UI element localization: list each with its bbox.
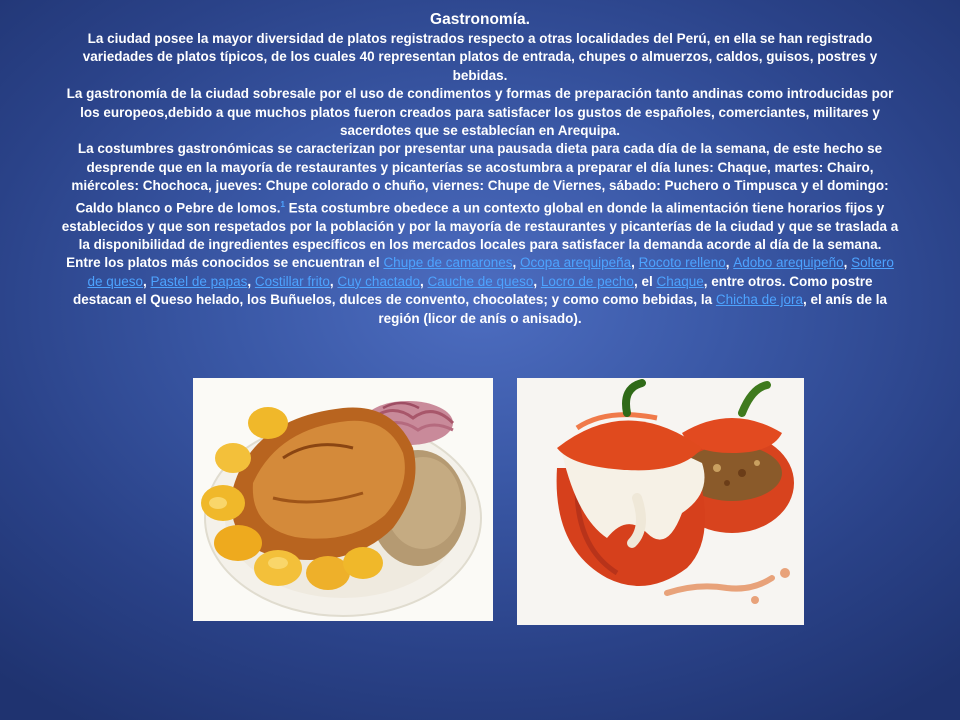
- rocoto-relleno-photo: [517, 378, 804, 625]
- paragraph-condiments: La gastronomía de la ciudad sobresale por el uso de condimentos y formas de preparación tanto andinas como introducidas por los europeos,debido a que muchos platos fueron creados para satisfacer los gustos de españoles, comerciantes, militares y sacerdotes que se establecían en Arequipa.: [66, 86, 894, 139]
- dishes-intro: Entre los platos más conocidos se encuentran el: [66, 255, 384, 271]
- paragraph-dishes: Entre los platos más conocidos se encuentran el Chupe de camarones, Ocopa arequipeña, Rocoto relleno, Adobo arequipeño, Soltero de queso, Pastel de papas, Costillar frito, Cuy chactado, Cauche de queso, Locro de pecho, el Chaque, entre otros. Como postre destacan el Queso helado, los Buñuelos, dulces de convento, chocolates; y como como bebidas, la Chicha de jora, el anís de la región (licor de anís o anisado).: [66, 255, 894, 326]
- dishes-desserts-text: , entre otros. Como postre destacan el Queso helado, los Buñuelos, dulces de convento, chocolates; y como como bebidas, la: [72, 273, 873, 308]
- link-soltero-de-queso[interactable]: Soltero de queso: [87, 255, 894, 289]
- link-ocopa-arequipena[interactable]: Ocopa arequipeña: [520, 255, 632, 271]
- link-cuy-chactado[interactable]: Cuy chactado: [337, 273, 420, 289]
- link-rocoto-relleno[interactable]: Rocoto relleno: [638, 255, 726, 271]
- link-chupe-de-camarones[interactable]: Chupe de camarones: [383, 255, 513, 271]
- link-pastel-de-papas[interactable]: Pastel de papas: [150, 273, 248, 289]
- slide-text: [60, 10, 900, 328]
- slide-title: Gastronomía.: [430, 11, 530, 28]
- link-cauche-de-queso[interactable]: Cauche de queso: [427, 273, 534, 289]
- weekly-customs-text-cont: Esta costumbre obedece a un contexto global en donde la alimentación tiene horarios fijos y establecidos y que son respetados por la población y por la mayoría de restaurantes y picanterías de la ciudad y que se traslada a la disponibilidad de ingredientes específicos en los mercados locales para satisfacer la demanda acorde al día de la semana.: [61, 200, 899, 252]
- weekly-customs-text: La costumbres gastronómicas se caracterizan por presentar una pausada dieta para cada día de la semana, de este hecho se desprende que en la mayoría de restaurantes y picanterías se acostumbra a preparar el día lunes: Chaque, martes: Chairo, miércoles: Chochoca, jueves: Chupe colorado o chuño, viernes: Chupe de Viernes, sábado: Puchero o Timpusca y el domingo: Caldo blanco o Pebre de lomos.: [71, 141, 889, 216]
- link-costillar-frito[interactable]: Costillar frito: [254, 273, 330, 289]
- link-locro-de-pecho[interactable]: Locro de pecho: [540, 273, 634, 289]
- paragraph-weekly-customs: [60, 140, 900, 254]
- link-chaque[interactable]: Chaque: [656, 273, 704, 289]
- dishes-end-text: , el anís de la región (licor de anís o anisado).: [378, 292, 888, 326]
- footnote-link[interactable]: 1: [280, 199, 285, 209]
- cuy-chactado-photo: [193, 378, 493, 621]
- link-adobo-arequipeno[interactable]: Adobo arequipeño: [733, 255, 844, 271]
- paragraph-diversity: La ciudad posee la mayor diversidad de platos registrados respecto a otras localidades del Perú, en ella se han registrado variedades de platos típicos, de los cuales 40 representan platos de entrada, chupes o almuerzos, caldos, guisos, postres y bebidas.: [82, 31, 878, 83]
- link-chicha-de-jora[interactable]: Chicha de jora: [715, 292, 803, 308]
